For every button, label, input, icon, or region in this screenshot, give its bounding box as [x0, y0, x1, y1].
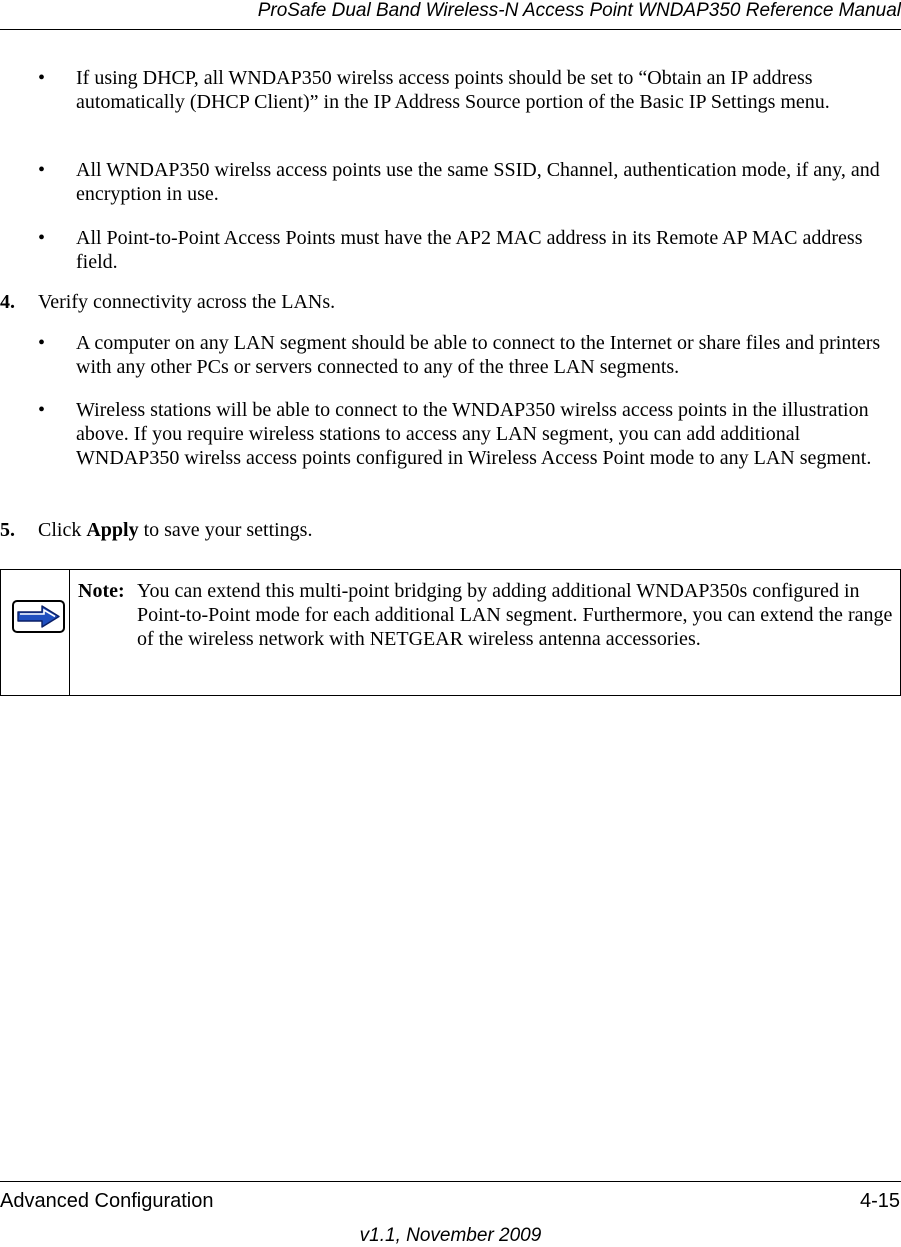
bullet-marker: • [38, 159, 46, 181]
bullet-marker: • [38, 67, 46, 89]
bullet-marker: • [38, 227, 46, 249]
note-divider [69, 570, 70, 695]
step-text-prefix: Click [38, 519, 87, 541]
step-number: 4. [0, 291, 15, 313]
page-number: 4-15 [859, 1190, 900, 1212]
bullet-text: Wireless stations will be able to connect to the WNDAP350 wirelss access points in the illustration above. If you require wireless stations to access any LAN segment, you can add additional WNDAP350 wirelss access points configured in Wireless Access Point mode to any LAN segment. [76, 399, 872, 469]
bullet-text: A computer on any LAN segment should be able to connect to the Internet or share files and printers with any other PCs or servers connected to any of the three LAN segments. [76, 332, 881, 378]
arrow-right-icon [12, 600, 65, 633]
step-number: 5. [0, 519, 15, 541]
document-version: v1.1, November 2009 [359, 1225, 542, 1246]
step-text-suffix: to save your settings. [138, 519, 313, 541]
manual-title: ProSafe Dual Band Wireless-N Access Point WNDAP350 Reference Manual [257, 0, 901, 21]
apply-keyword: Apply [86, 519, 139, 541]
step-text [38, 518, 312, 542]
footer-section-title: Advanced Configuration [0, 1190, 214, 1212]
footer-rule [0, 1181, 901, 1182]
bullet-text: If using DHCP, all WNDAP350 wirelss access points should be set to “Obtain an IP address automatically (DHCP Client)” in the IP Address Source portion of the Basic IP Settings menu. [76, 67, 830, 113]
step-text: Verify connectivity across the LANs. [38, 291, 336, 313]
note-label: Note: [78, 580, 125, 602]
note-text: You can extend this multi-point bridging by adding additional WNDAP350s configured in Point-to-Point mode for each additional LAN segment. Furthermore, you can extend the range of the wireless network with NETGEAR wireless antenna accessories. [137, 580, 893, 650]
bullet-text: All WNDAP350 wirelss access points use the same SSID, Channel, authentication mode, if any, and encryption in use. [76, 159, 880, 205]
bullet-marker: • [38, 332, 46, 354]
header-rule [0, 29, 901, 30]
bullet-marker: • [38, 399, 46, 421]
note-box [0, 569, 901, 696]
bullet-text: All Point-to-Point Access Points must have the AP2 MAC address in its Remote AP MAC address field. [76, 227, 863, 273]
